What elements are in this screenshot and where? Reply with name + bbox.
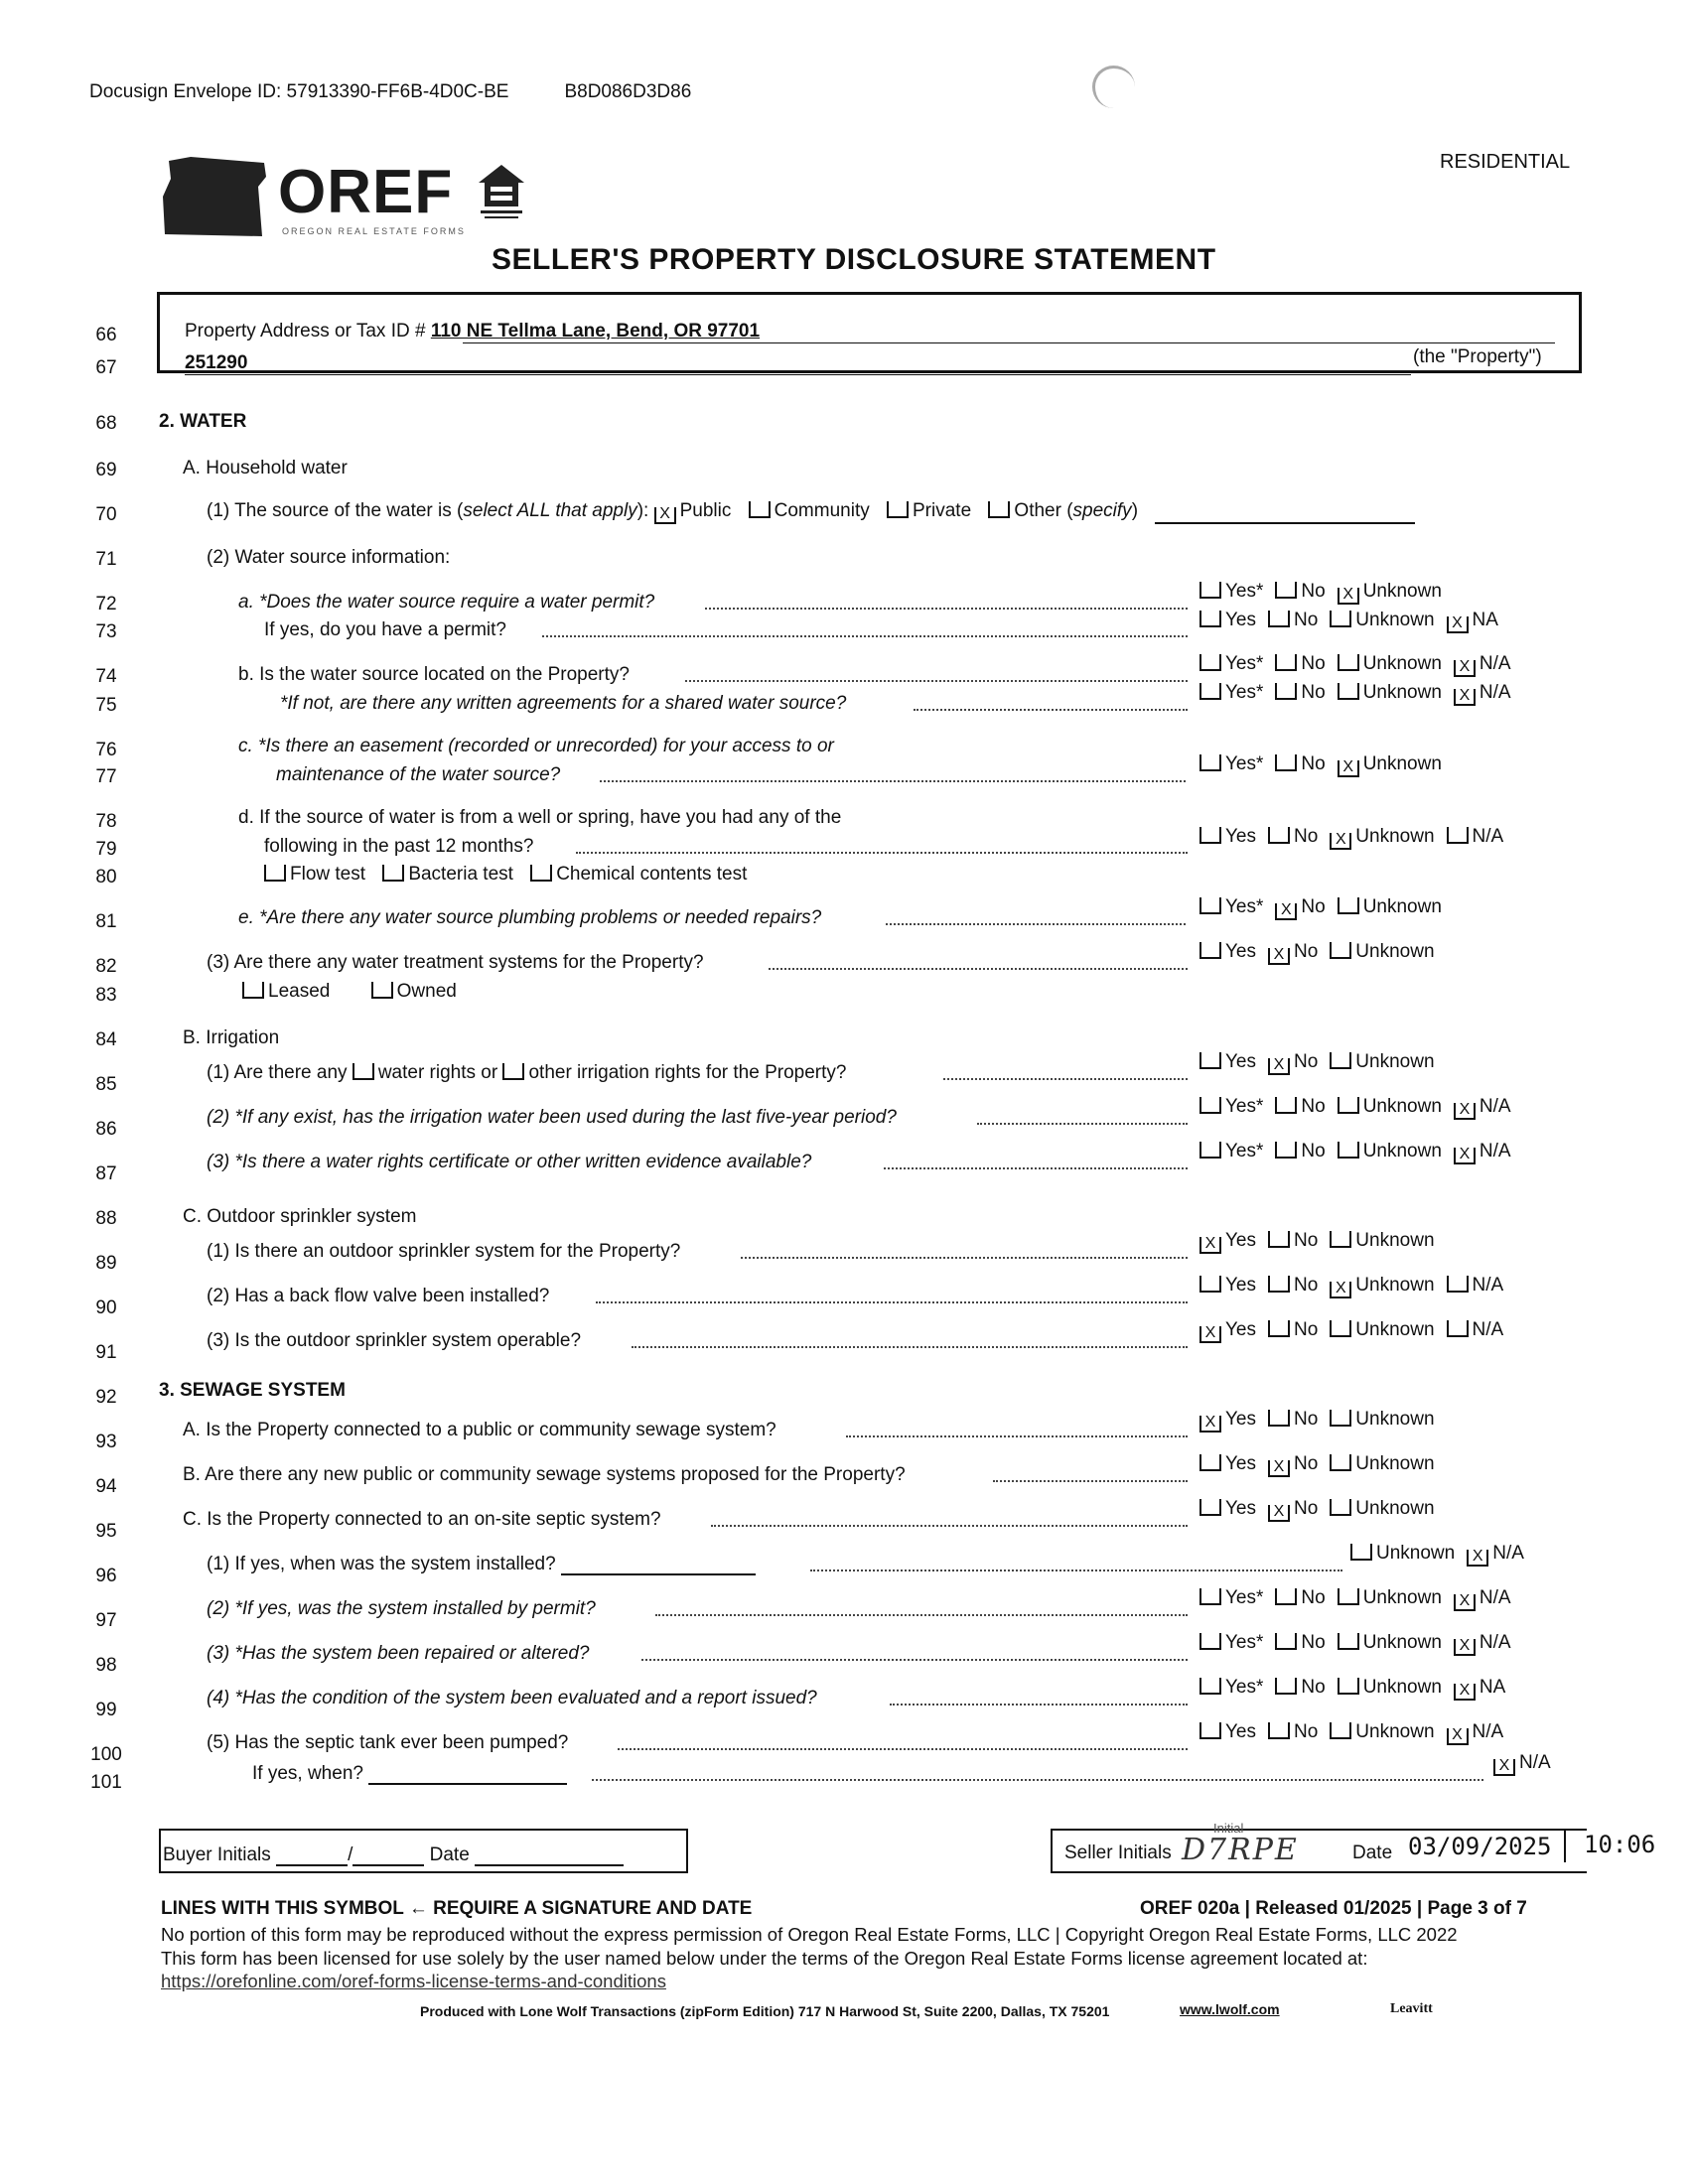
buyer-initials-field-1[interactable] <box>276 1864 348 1866</box>
line-number: 94 <box>95 1476 117 1497</box>
option-other-irrigation-rights[interactable] <box>502 1062 528 1083</box>
question-shared-water-agreement: *If not, are there any written agreements for a shared water source? <box>280 693 847 714</box>
subsection-household-water: A. Household water <box>183 458 348 478</box>
option-private[interactable]: Private <box>887 500 971 521</box>
other-specify-field[interactable] <box>1155 522 1415 524</box>
question-plumbing-problems: e. *Are there any water source plumbing problems or needed repairs? <box>238 907 822 928</box>
question-back-flow-valve: (2) Has a back flow valve been installed? <box>207 1286 550 1306</box>
line-number: 86 <box>95 1119 117 1140</box>
question-septic-pumped-when: If yes, when? <box>252 1763 567 1785</box>
seller-initials-label: Seller Initials <box>1064 1843 1172 1863</box>
lwolf-website-link[interactable]: www.lwolf.com <box>1180 2001 1280 2017</box>
line-number: 72 <box>95 594 117 614</box>
question-well-tests-cont: following in the past 12 months? <box>264 836 534 857</box>
seller-initials-signature[interactable]: D7RPE <box>1182 1833 1299 1867</box>
question-septic-system: C. Is the Property connected to an on-site septic system? <box>183 1509 661 1530</box>
treatment-ownership-options <box>242 981 469 1003</box>
signature-note: LINES WITH THIS SYMBOL ← REQUIRE A SIGNATURE AND DATE <box>161 1898 753 1919</box>
line-number: 100 <box>90 1744 122 1765</box>
buyer-initials-box <box>159 1829 688 1873</box>
page-title: SELLER'S PROPERTY DISCLOSURE STATEMENT <box>492 243 1216 276</box>
line-number: 101 <box>90 1772 122 1793</box>
property-address-box <box>157 292 1582 373</box>
seller-date-label: Date <box>1352 1843 1393 1863</box>
seller-initials-tiny-label: Initial <box>1213 1821 1244 1836</box>
line-number: 95 <box>95 1521 117 1542</box>
oregon-map-icon <box>161 157 270 238</box>
septic-install-date-field[interactable] <box>561 1573 756 1575</box>
question-septic-installed-when: (1) If yes, when was the system installed? <box>207 1554 756 1575</box>
section-heading-sewage: 3. SEWAGE SYSTEM <box>159 1380 346 1401</box>
line-number: 85 <box>95 1074 117 1095</box>
form-category: RESIDENTIAL <box>1440 151 1571 173</box>
question-sprinkler-system: (1) Is there an outdoor sprinkler system for the Property? <box>207 1241 681 1262</box>
septic-pumped-date-field[interactable] <box>368 1783 567 1785</box>
question-water-source-info: (2) Water source information: <box>207 547 451 568</box>
question-water-treatment: (3) Are there any water treatment systems for the Property? <box>207 952 704 973</box>
line-number: 89 <box>95 1253 117 1274</box>
license-text: This form has been licensed for use solely by the user named below under the terms of the Oregon Real Estate Forms license agreement located at: <box>161 1948 1368 1969</box>
line-number: 96 <box>95 1566 117 1586</box>
question-easement-cont: maintenance of the water source? <box>276 764 561 785</box>
answer-water-permit[interactable]: Yes* No X Unknown <box>1199 581 1454 605</box>
line-number: 91 <box>95 1342 117 1363</box>
option-owned[interactable]: Owned <box>371 981 457 1002</box>
question-septic-repaired: (3) *Has the system been repaired or altered? <box>207 1643 590 1664</box>
produced-with-text: Produced with Lone Wolf Transactions (zipForm Edition) 717 N Harwood St, Suite 2200, Dallas, TX 75201 <box>420 2003 1110 2019</box>
answer-septic-system[interactable]: Yes X No Unknown <box>1199 1498 1447 1522</box>
property-suffix: (the "Property") <box>1413 346 1542 367</box>
question-water-permit: a. *Does the water source require a water permit? <box>238 592 655 613</box>
line-number: 76 <box>95 740 117 760</box>
option-public[interactable]: X Public <box>654 500 732 521</box>
answer-proposed-sewage[interactable]: Yes X No Unknown <box>1199 1453 1447 1477</box>
line-number: 99 <box>95 1700 117 1720</box>
tax-id-value[interactable]: 251290 <box>185 352 248 373</box>
line-number: 71 <box>95 549 117 570</box>
line-number: 92 <box>95 1387 117 1408</box>
line-number: 97 <box>95 1610 117 1631</box>
line-number: 81 <box>95 911 117 932</box>
question-septic-evaluated: (4) *Has the condition of the system been evaluated and a report issued? <box>207 1688 817 1708</box>
question-water-source: (1) The source of the water is (select ALL that apply): X Public Community Private Other (specify) <box>207 500 1415 524</box>
form-id: OREF 020a | Released 01/2025 | Page 3 of 7 <box>1140 1898 1527 1919</box>
question-septic-permit: (2) *If yes, was the system installed by permit? <box>207 1598 596 1619</box>
question-irrigation-rights: (1) Are there any water rights or other irrigation rights for the Property? <box>207 1062 847 1083</box>
answer-have-permit[interactable]: Yes No Unknown X NA <box>1199 610 1510 633</box>
question-easement: c. *Is there an easement (recorded or unrecorded) for your access to or <box>238 736 834 756</box>
line-number: 67 <box>95 357 117 378</box>
line-number: 90 <box>95 1297 117 1318</box>
answer-source-on-property[interactable]: Yes* No Unknown X N/A <box>1199 653 1523 677</box>
option-other[interactable]: Other (specify) <box>988 500 1138 521</box>
answer-sprinkler-operable[interactable]: X Yes No Unknown N/A <box>1199 1319 1515 1343</box>
answer-water-rights-certificate[interactable]: Yes* No Unknown X N/A <box>1199 1141 1523 1164</box>
timestamp: 10:06 <box>1584 1831 1656 1858</box>
address-label: Property Address or Tax ID # 110 NE Tellma Lane, Bend, OR 97701 <box>185 321 761 341</box>
question-public-sewage: A. Is the Property connected to a public or community sewage system? <box>183 1420 776 1440</box>
option-flow-test[interactable]: Flow test <box>264 864 365 885</box>
line-number: 69 <box>95 460 117 480</box>
answer-irrigation-rights[interactable]: Yes X No Unknown <box>1199 1051 1447 1075</box>
line-number: 75 <box>95 695 117 716</box>
answer-septic-pumped-when[interactable]: X N/A <box>1493 1752 1563 1776</box>
address-value[interactable]: 110 NE Tellma Lane, Bend, OR 97701 <box>430 321 761 341</box>
question-well-tests: d. If the source of water is from a well or spring, have you had any of the <box>238 807 842 828</box>
answer-irrigation-used[interactable]: Yes* No Unknown X N/A <box>1199 1096 1523 1120</box>
answer-septic-repaired[interactable]: Yes* No Unknown X N/A <box>1199 1632 1523 1656</box>
question-irrigation-used: (2) *If any exist, has the irrigation water been used during the last five-year period? <box>207 1107 897 1128</box>
equal-housing-icon <box>477 163 526 222</box>
answer-public-sewage[interactable]: X Yes No Unknown <box>1199 1409 1447 1433</box>
line-number: 74 <box>95 666 117 687</box>
line-number: 73 <box>95 621 117 642</box>
subsection-sprinkler: C. Outdoor sprinkler system <box>183 1206 417 1227</box>
seller-initials-box <box>1051 1821 1587 1873</box>
envelope-id: Docusign Envelope ID: 57913390-FF6B-4D0C-BE B8D086D3D86 <box>89 81 692 102</box>
question-water-rights-certificate: (3) *Is there a water rights certificate or other written evidence available? <box>207 1152 812 1172</box>
question-source-on-property: b. Is the water source located on the Property? <box>238 664 630 685</box>
option-chemical-test[interactable]: Chemical contents test <box>530 864 747 885</box>
question-have-permit: If yes, do you have a permit? <box>264 619 506 640</box>
answer-septic-installed-when[interactable]: Unknown X N/A <box>1350 1543 1536 1567</box>
buyer-initials-label: Buyer Initials <box>163 1844 271 1865</box>
answer-shared-water-agreement[interactable]: Yes* No Unknown X N/A <box>1199 682 1523 706</box>
copyright-text: No portion of this form may be reproduced without the express permission of Oregon Real Estate Forms, LLC | Copyright Oregon Real Estate Forms, LLC 2022 <box>161 1924 1458 1945</box>
well-test-options <box>264 864 759 886</box>
question-septic-pumped: (5) Has the septic tank ever been pumped? <box>207 1732 569 1753</box>
line-number: 70 <box>95 504 117 525</box>
buyer-initials-field-2[interactable] <box>352 1864 424 1866</box>
answer-plumbing-problems[interactable]: Yes* X No Unknown <box>1199 896 1454 920</box>
option-water-rights[interactable] <box>352 1062 378 1083</box>
answer-easement[interactable]: Yes* No X Unknown <box>1199 753 1454 777</box>
line-number: 79 <box>95 839 117 860</box>
logo-wordmark: OREF <box>278 158 454 226</box>
line-number: 66 <box>95 325 117 345</box>
line-number: 77 <box>95 766 117 787</box>
license-url-link[interactable]: https://orefonline.com/oref-forms-license-terms-and-conditions <box>161 1971 666 1991</box>
seller-date-value[interactable]: 03/09/2025 <box>1408 1833 1552 1860</box>
line-number: 83 <box>95 985 117 1006</box>
line-number: 93 <box>95 1432 117 1452</box>
line-number: 78 <box>95 811 117 832</box>
line-number: 68 <box>95 413 117 434</box>
licensee-name: Leavitt <box>1390 2001 1433 2016</box>
line-number: 88 <box>95 1208 117 1229</box>
question-proposed-sewage: B. Are there any new public or community sewage systems proposed for the Property? <box>183 1464 906 1485</box>
line-number: 84 <box>95 1029 117 1050</box>
answer-septic-permit[interactable]: Yes* No Unknown X N/A <box>1199 1587 1523 1611</box>
answer-septic-evaluated[interactable]: Yes* No Unknown X NA <box>1199 1677 1517 1701</box>
question-sprinkler-operable: (3) Is the outdoor sprinkler system operable? <box>207 1330 582 1351</box>
line-number: 82 <box>95 956 117 977</box>
section-heading-water: 2. WATER <box>159 411 247 432</box>
answer-well-tests[interactable]: Yes No X Unknown N/A <box>1199 826 1515 850</box>
line-number: 98 <box>95 1655 117 1676</box>
option-community[interactable]: Community <box>749 500 870 521</box>
subsection-irrigation: B. Irrigation <box>183 1027 280 1048</box>
logo-subtitle: OREGON REAL ESTATE FORMS <box>282 226 466 236</box>
option-leased[interactable]: Leased <box>242 981 330 1002</box>
buyer-date-label: Date <box>429 1844 470 1865</box>
line-number: 80 <box>95 867 117 887</box>
buyer-date-field[interactable] <box>475 1864 624 1866</box>
line-number: 87 <box>95 1163 117 1184</box>
oref-logo <box>161 157 598 238</box>
answer-water-treatment[interactable]: Yes X No Unknown <box>1199 941 1447 965</box>
answer-sprinkler-system[interactable]: X Yes No Unknown <box>1199 1230 1447 1254</box>
scan-mark <box>1092 66 1135 108</box>
option-bacteria-test[interactable]: Bacteria test <box>382 864 513 885</box>
initials-slash: / <box>348 1844 353 1865</box>
answer-septic-pumped[interactable]: Yes No Unknown X N/A <box>1199 1721 1515 1745</box>
answer-back-flow-valve[interactable]: Yes No X Unknown N/A <box>1199 1275 1515 1298</box>
